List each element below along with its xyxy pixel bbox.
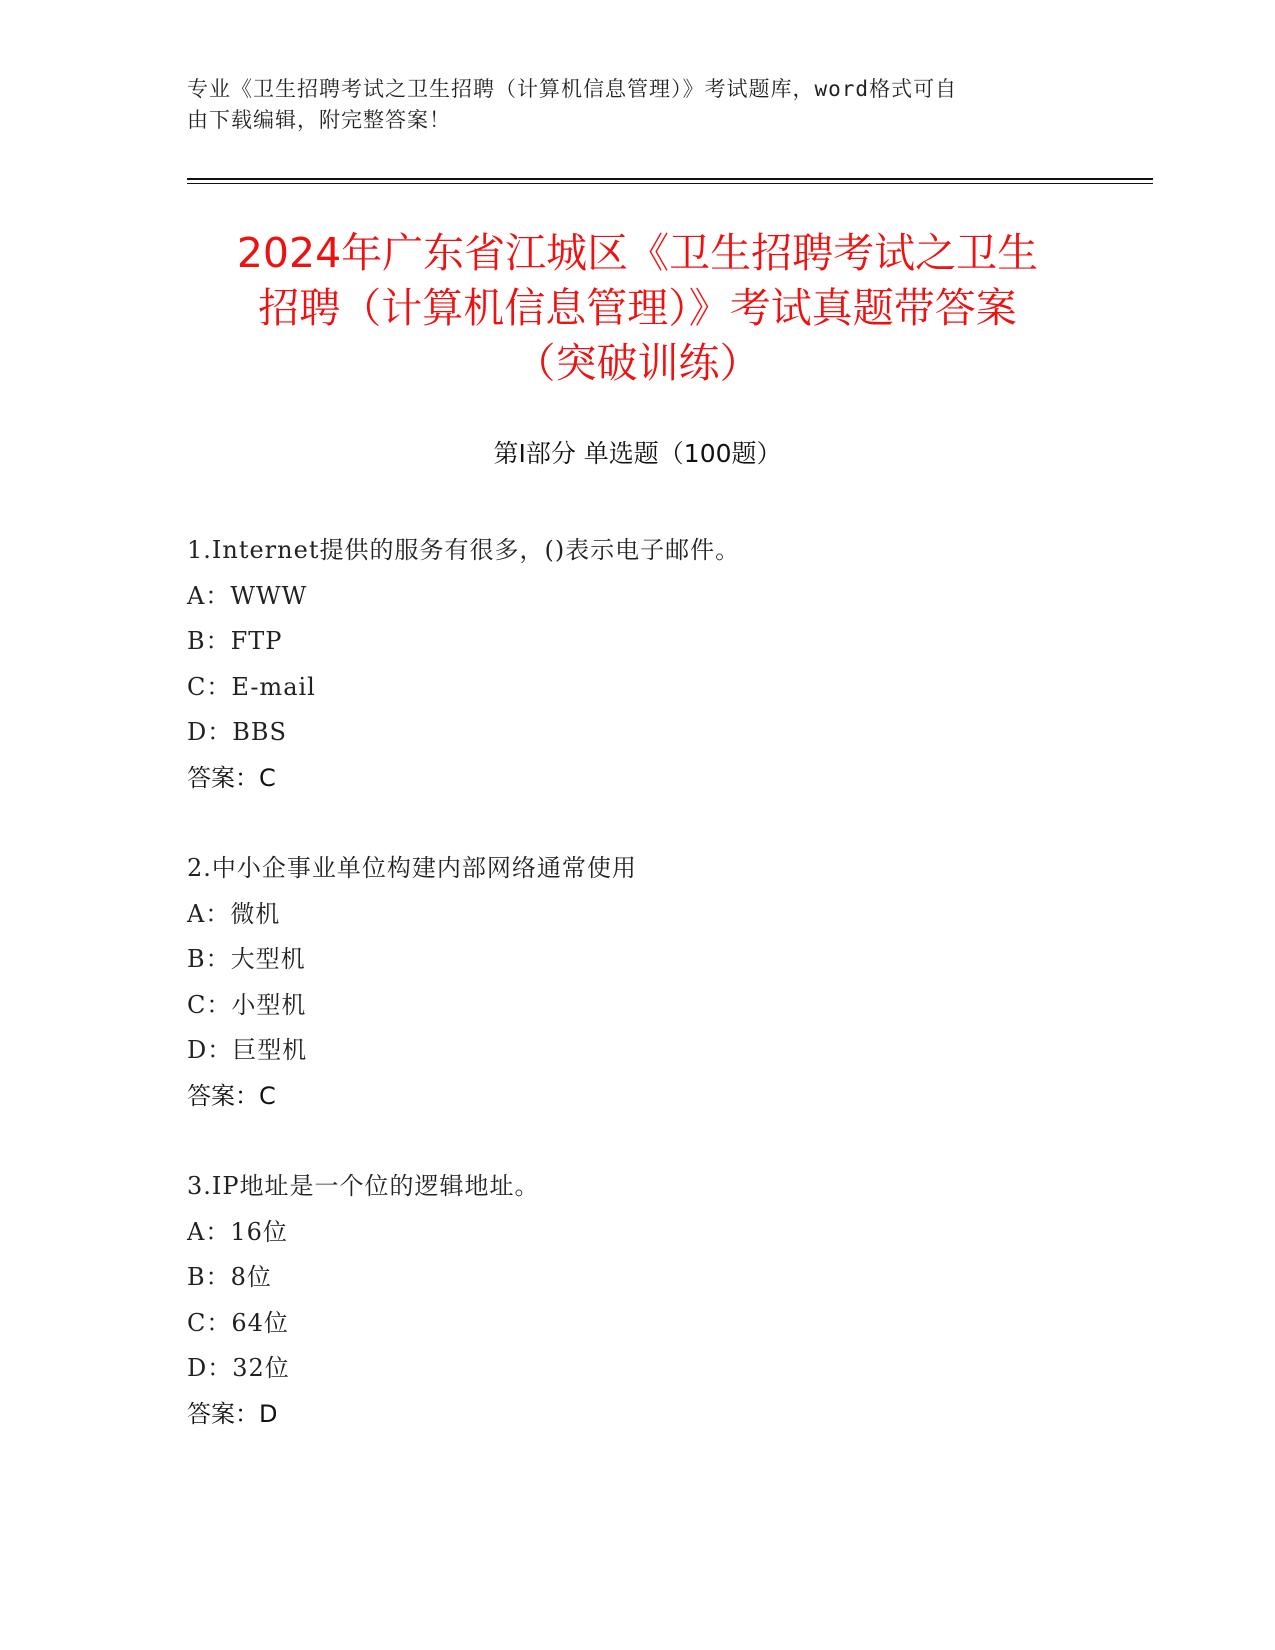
question-1 (187, 528, 1087, 801)
header-rule-thin (187, 183, 1153, 184)
option-d: D：BBS (187, 718, 287, 746)
option-b: B：FTP (187, 627, 283, 655)
header-note-line-1: 专业《卫生招聘考试之卫生招聘（计算机信息管理）》考试题库，word格式可自 (187, 77, 958, 101)
header-rule-thick (187, 178, 1153, 180)
answer: 答案：D (187, 1399, 278, 1428)
option-c: C：小型机 (187, 990, 307, 1019)
document-title-line-2: 招聘（计算机信息管理）》考试真题带答案 (258, 284, 1017, 332)
answer: 答案：C (187, 1081, 276, 1110)
option-c: C：E-mail (187, 672, 316, 701)
answer: 答案：C (187, 763, 276, 792)
question-stem: 2.中小企事业单位构建内部网络通常使用 (187, 854, 637, 882)
question-list (187, 528, 1087, 1482)
option-c: C：64位 (187, 1308, 289, 1337)
option-b: B：8位 (187, 1263, 272, 1291)
option-d: D：巨型机 (187, 1036, 308, 1064)
header-note (187, 74, 1067, 136)
question-stem: 1.Internet提供的服务有很多，()表示电子邮件。 (187, 536, 741, 564)
option-a: A：微机 (187, 899, 281, 928)
option-d: D：32位 (187, 1354, 290, 1382)
document-title-line-3: （突破训练） (514, 339, 761, 387)
question-3 (187, 1164, 1087, 1437)
document-title (180, 226, 1095, 391)
header-note-line-2: 由下载编辑，附完整答案！ (187, 108, 451, 132)
document-title-line-1: 2024年广东省江城区《卫生招聘考试之卫生 (236, 229, 1039, 277)
question-stem: 3.IP地址是一个位的逻辑地址。 (187, 1172, 540, 1200)
section-heading: 第Ⅰ部分 单选题（100题） (493, 439, 782, 468)
option-a: A：16位 (187, 1217, 288, 1246)
option-b: B：大型机 (187, 945, 306, 973)
option-a: A：WWW (187, 581, 308, 610)
question-2 (187, 846, 1087, 1119)
